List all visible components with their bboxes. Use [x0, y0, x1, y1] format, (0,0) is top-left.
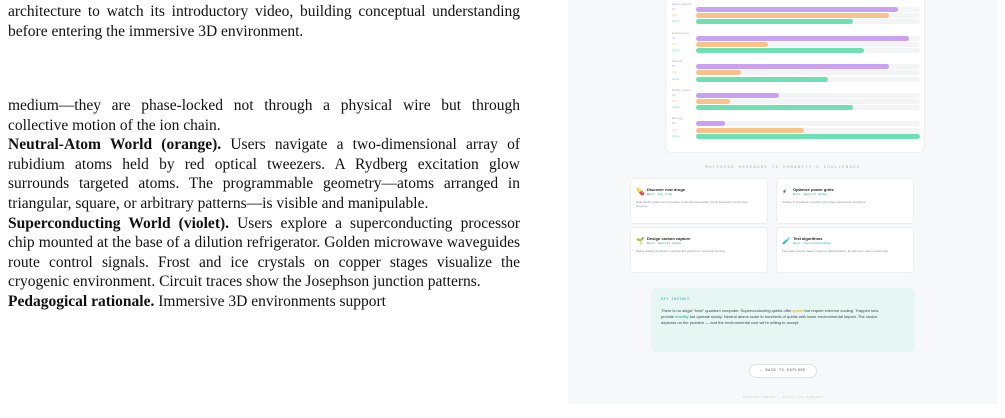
- chart-bar-track: [696, 93, 920, 98]
- test-tube-icon: 🧪: [782, 238, 791, 245]
- chart-bar-row: [672, 105, 922, 110]
- chart-bar-label: SC: [672, 122, 676, 126]
- chart-bar-label: Atom: [672, 106, 680, 110]
- card-title: Discover new drugs: [647, 187, 686, 192]
- footer-text: QUANTUM WORLDS · BUILT FOR INQUIRY: [742, 396, 824, 399]
- card-best: Best: Neutral atoms: [647, 242, 682, 245]
- chart-bar: [696, 121, 725, 126]
- chart-bar-label: Atom: [672, 20, 680, 24]
- chart-bar-row: [672, 64, 922, 69]
- chart-bar-label: Ion: [672, 100, 678, 103]
- chart-bar-label: Ion: [672, 128, 678, 132]
- chart-bar: [696, 7, 898, 12]
- chart-bar-track: [696, 70, 920, 75]
- chart-bar: [696, 93, 779, 98]
- card-best: Best: Neutral atoms: [793, 193, 828, 196]
- card-desc: Scaling to hundreds of qubits suits large optimization problems.: [782, 200, 867, 204]
- chart-bar-track: [696, 128, 920, 133]
- chart-bar-row: [672, 121, 922, 126]
- chart-bar: [696, 36, 909, 41]
- paragraph-neutral-atom: Neutral-Atom World (orange). Users navigate a two-dimensional array of rubidium atoms held by red optical tweezers. A Rydberg excitation glow surrounds targeted atoms. The programmable geometry—atoms arranged in triangular, square, or arbitrary patterns—is visible and manipulable.: [8, 136, 520, 212]
- hardware-comparison-chart: [665, 0, 925, 153]
- chart-bar-track: [696, 121, 920, 126]
- chart-bar-track: [696, 13, 920, 18]
- chart-bar-label: Ion: [672, 42, 678, 46]
- figure-screenshot: [568, 0, 998, 404]
- chart-bar: [696, 13, 889, 18]
- chart-bar-label: SC: [672, 8, 676, 11]
- heading-neutral-atom: Neutral-Atom World (orange).: [8, 136, 222, 154]
- chart-bar-label: SC: [672, 65, 676, 69]
- chart-bar-row: [672, 19, 922, 24]
- paragraph-intro: architecture to watch its introductory video, building conceptual understanding before entering the immersive 3D environment.: [8, 3, 520, 40]
- chart-bar-label: Atom: [672, 49, 680, 52]
- chart-bar-track: [696, 36, 920, 41]
- back-to-explore-button[interactable]: ← BACK TO EXPLORE: [749, 364, 817, 378]
- chart-bar-track: [696, 48, 920, 53]
- card-carbon-capture[interactable]: [630, 227, 768, 273]
- chart-group-label: Energy: [672, 116, 684, 121]
- leaf-icon: 🌱: [636, 238, 645, 245]
- section-title: MATCHING HARDWARE TO HUMANITY'S CHALLENGES: [705, 166, 861, 170]
- heading-superconducting: Superconducting World (violet).: [8, 214, 230, 232]
- chart-bar-row: [672, 48, 922, 53]
- chart-bar: [696, 48, 864, 53]
- chart-bar: [696, 128, 804, 133]
- chart-group-label: Qubit count: [672, 87, 691, 92]
- card-desc: Native analog simulation matches the physics of molecular binding.: [636, 249, 726, 253]
- paragraph-pedagogical: Pedagogical rationale. Immersive 3D environments support: [8, 292, 386, 310]
- chart-bar-row: [672, 13, 922, 18]
- chart-bar-track: [696, 64, 920, 69]
- chart-bar-row: [672, 7, 922, 12]
- chart-bar-label: Ion: [672, 14, 678, 18]
- chart-bar: [696, 42, 768, 47]
- key-insight-box: [651, 288, 915, 352]
- chart-bar-row: [672, 134, 922, 139]
- chart-bar-row: [672, 42, 922, 47]
- chart-bar-row: [672, 93, 922, 98]
- lightning-icon: ⚡: [782, 189, 787, 196]
- card-discover-drugs[interactable]: [630, 178, 768, 224]
- chart-bar: [696, 64, 889, 69]
- chart-bar-track: [696, 134, 920, 139]
- paper-body: [8, 96, 520, 312]
- chart-bar-track: [696, 77, 920, 82]
- chart-bar-row: [672, 99, 922, 104]
- card-title: Test algorithms: [793, 236, 823, 241]
- chart-bar: [696, 70, 741, 75]
- card-best: Best: Superconducting: [793, 242, 831, 245]
- chart-bar: [696, 105, 853, 110]
- chart-bar-row: [672, 77, 922, 82]
- chart-bar-track: [696, 42, 920, 47]
- card-test-algorithms[interactable]: [776, 227, 914, 273]
- chart-bar-label: Atom: [672, 77, 680, 81]
- heading-pedagogical: Pedagogical rationale.: [8, 292, 155, 310]
- card-desc: Fast gate speeds make it ideal for rapid iteration, though error rates remain high.: [782, 249, 889, 253]
- chart-group-label: Coherence: [672, 30, 690, 35]
- chart-bar: [696, 77, 828, 82]
- chart-bar: [696, 134, 920, 139]
- card-best: Best: Ion trap: [647, 193, 673, 196]
- chart-bar: [696, 99, 730, 104]
- chart-bar-row: [672, 70, 922, 75]
- chart-bar-label: SC: [672, 36, 676, 40]
- chart-bar-label: Ion: [672, 71, 678, 75]
- insight-heading: KEY INSIGHT: [661, 298, 690, 302]
- insight-text: There is no single "best" quantum computer. Superconducting qubits offer speed but require extreme cooling. Trapped ions provide stability but operate slowly. Neutral atoms scale to hundreds of qubits with lower environmental impact. The choice depends on the problem — and the environmental cost we're willing to accept.: [661, 308, 879, 325]
- chart-bar-row: [672, 36, 922, 41]
- paragraph-trapped-ion-end: medium—they are phase-locked not through a physical wire but through collective motion of the ion chain.: [8, 97, 520, 134]
- card-desc: High-fidelity gates let us simulate molecules accurately, but limited qubit counts slow progress.: [636, 200, 748, 209]
- card-optimize-grids[interactable]: [776, 178, 914, 224]
- chart-bar-track: [696, 105, 920, 110]
- card-title: Optimize power grids: [793, 187, 834, 192]
- card-title: Design carbon capture: [647, 236, 691, 241]
- chart-bar-row: [672, 128, 922, 133]
- chart-bar-track: [696, 7, 920, 12]
- chart-bar-track: [696, 19, 920, 24]
- chart-bar-label: SC: [672, 93, 676, 97]
- pill-icon: 💊: [636, 189, 645, 196]
- chart-group-label: Gate fidelity: [672, 2, 692, 6]
- chart-bar-label: Atom: [672, 134, 680, 138]
- chart-bar: [696, 19, 853, 24]
- chart-bar-track: [696, 99, 920, 104]
- chart-group-label: Speed: [672, 59, 683, 64]
- paragraph-superconducting: Superconducting World (violet). Users explore a superconducting processor chip mounted at the base of a dilution refrigerator. Golden microwave waveguides route control signals. Frost and ice crystals on copper stages visualize the cryogenic environment. Circuit traces show the Josephson junction patterns.: [8, 214, 520, 291]
